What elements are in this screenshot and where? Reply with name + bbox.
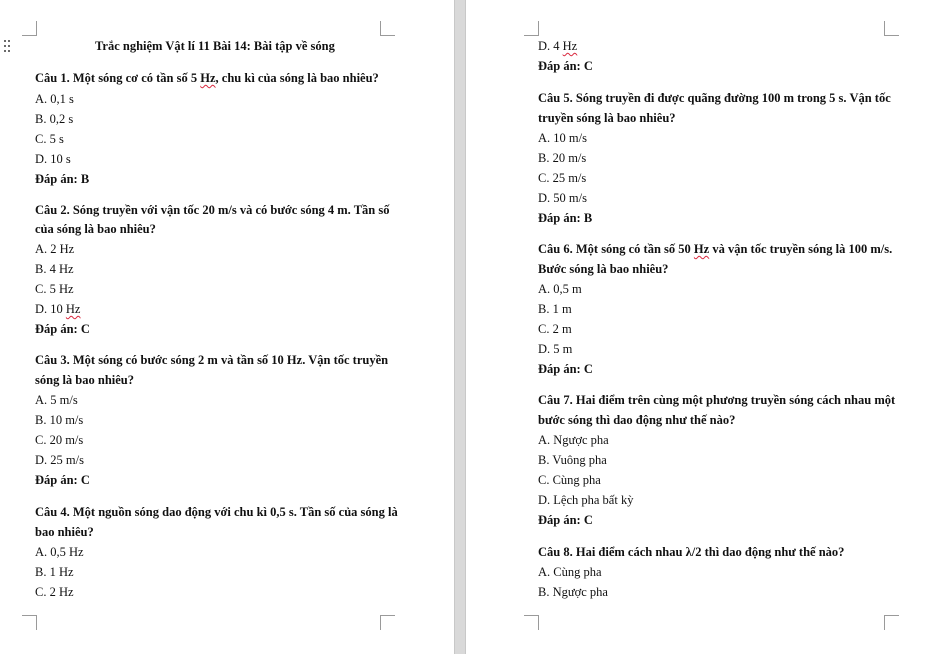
option-c: C. 5 s xyxy=(35,132,64,146)
spellcheck-word[interactable]: Hz xyxy=(693,242,710,256)
question-4-line2: bao nhiêu? xyxy=(35,525,94,539)
option-c: C. 2 m xyxy=(538,322,572,336)
answer: Đáp án: B xyxy=(35,172,90,186)
answer: Đáp án: C xyxy=(35,473,90,487)
option-d: D. 5 m xyxy=(538,342,573,356)
answer: Đáp án: C xyxy=(538,362,593,376)
answer: Đáp án: B xyxy=(538,211,593,225)
option-d: D. 10 Hz xyxy=(35,302,81,316)
page-gap xyxy=(454,0,466,654)
question-7-line2: bước sóng thì dao động như thế nào? xyxy=(538,413,736,427)
option-a: A. 0,5 m xyxy=(538,282,582,296)
option-c: C. 2 Hz xyxy=(35,585,74,599)
option-b: B. 20 m/s xyxy=(538,151,587,165)
option-b: B. 0,2 s xyxy=(35,112,74,126)
option-c: C. 25 m/s xyxy=(538,171,587,185)
document-page-right xyxy=(466,0,943,654)
question-1: Câu 1. Một sóng cơ có tần số 5 Hz, chu kì của sóng là bao nhiêu? xyxy=(35,71,379,85)
answer: Đáp án: C xyxy=(538,513,593,527)
question-4-line1: Câu 4. Một nguồn sóng dao động với chu kì 0,5 s. Tần số của sóng là xyxy=(35,505,398,519)
question-6-line2: Bước sóng là bao nhiêu? xyxy=(538,262,669,276)
answer: Đáp án: C xyxy=(538,59,593,73)
option-a: A. 0,1 s xyxy=(35,92,74,106)
margin-corner-mark xyxy=(524,615,539,630)
margin-corner-mark xyxy=(884,615,899,630)
question-2-line2: của sóng là bao nhiêu? xyxy=(35,222,156,236)
option-d: D. 10 s xyxy=(35,152,71,166)
margin-corner-mark xyxy=(884,21,899,36)
option-c: C. 20 m/s xyxy=(35,433,84,447)
option-b: B. 10 m/s xyxy=(35,413,84,427)
option-d: D. Lệch pha bất kỳ xyxy=(538,493,634,507)
question-2-line1: Câu 2. Sóng truyền với vận tốc 20 m/s và có bước sóng 4 m. Tần số xyxy=(35,203,390,217)
margin-corner-mark xyxy=(380,21,395,36)
answer: Đáp án: C xyxy=(35,322,90,336)
question-7-line1: Câu 7. Hai điểm trên cùng một phương truyền sóng cách nhau một xyxy=(538,393,896,407)
spellcheck-word[interactable]: Hz xyxy=(200,71,216,85)
option-a: A. Ngược pha xyxy=(538,433,609,447)
option-d: D. 50 m/s xyxy=(538,191,587,205)
option-b: B. 1 Hz xyxy=(35,565,74,579)
option-b: B. Ngược pha xyxy=(538,585,608,599)
margin-corner-mark xyxy=(22,21,37,36)
option-b: B. 4 Hz xyxy=(35,262,74,276)
option-a: A. 0,5 Hz xyxy=(35,545,84,559)
option-d: D. 4 Hz xyxy=(538,39,578,53)
document-title: Trắc nghiệm Vật lí 11 Bài 14: Bài tập về sóng xyxy=(95,39,335,53)
question-5-line1: Câu 5. Sóng truyền đi được quãng đường 100 m trong 5 s. Vận tốc xyxy=(538,91,891,105)
question-6-line1: Câu 6. Một sóng có tần số 50 Hz và vận tốc truyền sóng là 100 m/s. xyxy=(538,242,893,256)
document-page-left xyxy=(0,0,454,654)
margin-corner-mark xyxy=(22,615,37,630)
option-a: A. 10 m/s xyxy=(538,131,587,145)
option-c: C. Cùng pha xyxy=(538,473,601,487)
question-3-line2: sóng là bao nhiêu? xyxy=(35,373,134,387)
option-c: C. 5 Hz xyxy=(35,282,74,296)
question-3-line1: Câu 3. Một sóng có bước sóng 2 m và tần số 10 Hz. Vận tốc truyền xyxy=(35,353,389,367)
option-a: A. 5 m/s xyxy=(35,393,78,407)
option-b: B. Vuông pha xyxy=(538,453,607,467)
question-8: Câu 8. Hai điểm cách nhau λ/2 thì dao động như thế nào? xyxy=(538,545,845,559)
option-a: A. 2 Hz xyxy=(35,242,75,256)
option-b: B. 1 m xyxy=(538,302,572,316)
spellcheck-word[interactable]: Hz xyxy=(65,302,81,316)
margin-corner-mark xyxy=(524,21,539,36)
option-d: D. 25 m/s xyxy=(35,453,84,467)
question-5-line2: truyền sóng là bao nhiêu? xyxy=(538,111,676,125)
option-a: A. Cùng pha xyxy=(538,565,602,579)
spellcheck-word[interactable]: Hz xyxy=(562,39,578,53)
drag-handle-icon[interactable] xyxy=(4,40,12,54)
margin-corner-mark xyxy=(380,615,395,630)
